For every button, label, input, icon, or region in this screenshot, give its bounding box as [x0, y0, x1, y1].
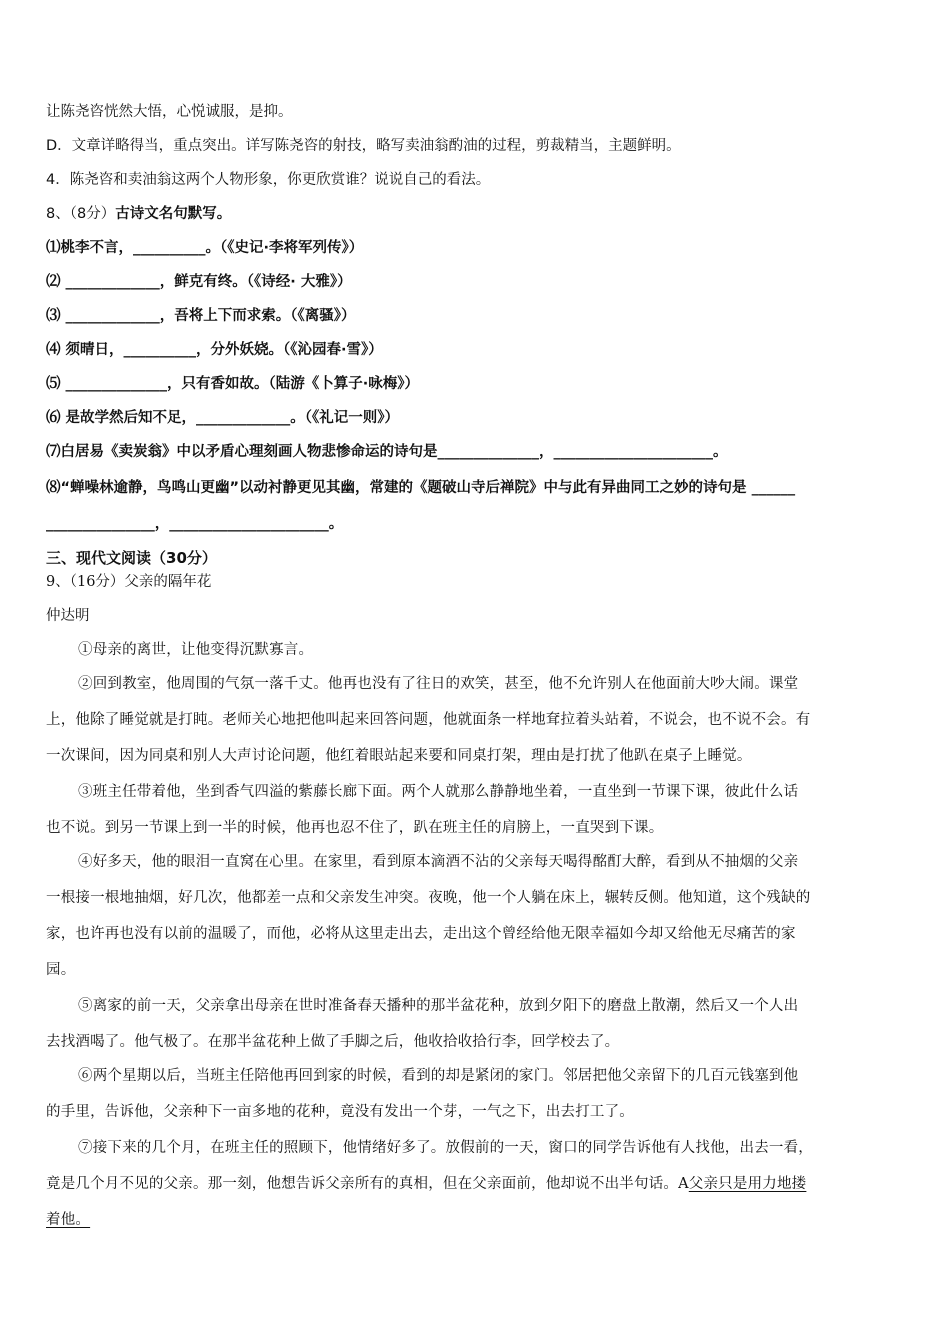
recitation-item-2: ⑵ _____________，鲜克有终。（《诗经· 大雅》）: [46, 274, 352, 290]
recitation-item-7: ⑺白居易《卖炭翁》中以矛盾心理刻画人物悲惨命运的诗句是______________，______________________。: [46, 444, 728, 460]
paragraph-text: 竟是几个月不见的父亲。那一刻，他想告诉父亲所有的真相，但在父亲面前，他却说不出半句话。A: [46, 1176, 689, 1192]
recitation-item-4: ⑷ 须晴日，__________，分外妖娆。（《沁园春·雪》）: [46, 342, 383, 358]
section-heading: 三、现代文阅读（30分）: [46, 549, 217, 567]
paragraph-line: [46, 1174, 806, 1194]
paragraph-line: 一根接一根地抽烟，好几次，他都差一点和父亲发生冲突。夜晚，他一个人躺在床上，辗转反侧。他知道，这个残缺的: [46, 890, 811, 906]
underlined-sentence: 父亲只是用力地搂: [688, 1176, 807, 1192]
paragraph-line: ①母亲的离世，让他变得沉默寡言。: [78, 642, 314, 658]
question-number: 8、（8分）: [46, 206, 116, 222]
recitation-item-5: ⑸ ______________，只有香如故。（陆游《卜算子·咏梅》）: [46, 376, 420, 392]
underlined-sentence-cont: 着他。: [46, 1212, 91, 1228]
recitation-item-1: ⑴桃李不言，__________。（《史记·李将军列传》）: [46, 240, 364, 256]
question-8-header: [46, 204, 231, 224]
question-title: 古诗文名句默写。: [115, 206, 232, 222]
paragraph-line: 园。: [46, 962, 76, 978]
recitation-item-8-cont: _______________，______________________。: [46, 516, 344, 532]
paragraph-line: [46, 1210, 90, 1230]
text-line: 让陈尧咨恍然大悟，心悦诚服，是抑。: [46, 104, 293, 120]
paragraph-line: ③班主任带着他，坐到香气四溢的紫藤长廊下面。两个人就那么静静地坐着，一直坐到一节课下课，彼此什么话: [78, 784, 799, 800]
paragraph-line: ④好多天，他的眼泪一直窝在心里。在家里，看到原本滴酒不沾的父亲每天喝得酩酊大醉，看到从不抽烟的父亲: [78, 854, 799, 870]
paragraph-line: ②回到教室，他周围的气氛一落千丈。他再也没有了往日的欢笑，甚至，他不允许别人在他面前大吵大闹。课堂: [78, 676, 799, 692]
question-9-heading: 9、（16分）父亲的隔年花: [46, 574, 212, 590]
paragraph-line: 也不说。到另一节课上到一半的时候，他再也忍不住了，趴在班主任的肩膀上，一直哭到下课。: [46, 820, 664, 836]
recitation-item-8: ⑻“蝉噪林逾静，鸟鸣山更幽”以动衬静更见其幽，常建的《题破山寺后禅院》中与此有异曲同工之妙的诗句是 ______: [46, 480, 796, 496]
paragraph-line: 家，也许再也没有以前的温暖了，而他，必将从这里走出去，走出这个曾经给他无限幸福如今却又给他无尽痛苦的家: [46, 926, 796, 942]
paragraph-line: ⑦接下来的几个月，在班主任的照顾下，他情绪好多了。放假前的一天，窗口的同学告诉他有人找他，出去一看，: [78, 1140, 813, 1156]
recitation-item-3: ⑶ _____________，吾将上下而求索。（《离骚》）: [46, 308, 356, 324]
paragraph-line: 的手里，告诉他，父亲种下一亩多地的花种，竟没有发出一个芽，一气之下，出去打工了。: [46, 1104, 634, 1120]
paragraph-line: ⑥两个星期以后，当班主任陪他再回到家的时候，看到的却是紧闭的家门。邻居把他父亲留下的几百元钱塞到他: [78, 1068, 799, 1084]
paragraph-line: 去找酒喝了。他气极了。在那半盆花种上做了手脚之后，他收拾收拾行李，回学校去了。: [46, 1034, 620, 1050]
question-4: 4．陈尧咨和卖油翁这两个人物形象，你更欣赏谁？说说自己的看法。: [46, 172, 491, 188]
paragraph-line: 一次课间，因为同桌和别人大声讨论问题，他红着眼站起来要和同桌打架，理由是打扰了他趴在桌子上睡觉。: [46, 748, 752, 764]
option-d: D．文章详略得当，重点突出。详写陈尧咨的射技，略写卖油翁酌油的过程，剪裁精当，主题鲜明。: [46, 138, 681, 154]
author: 仲达明: [46, 608, 90, 624]
paragraph-line: ⑤离家的前一天，父亲拿出母亲在世时准备春天播种的那半盆花种，放到夕阳下的磨盘上散潮，然后又一个人出: [78, 998, 799, 1014]
paragraph-line: 上，他除了睡觉就是打盹。老师关心地把他叫起来回答问题，他就面条一样地耷拉着头站着，不说会，也不说不会。有: [46, 712, 811, 728]
recitation-item-6: ⑹ 是故学然后知不足，_____________。（《礼记一则》）: [46, 410, 400, 426]
